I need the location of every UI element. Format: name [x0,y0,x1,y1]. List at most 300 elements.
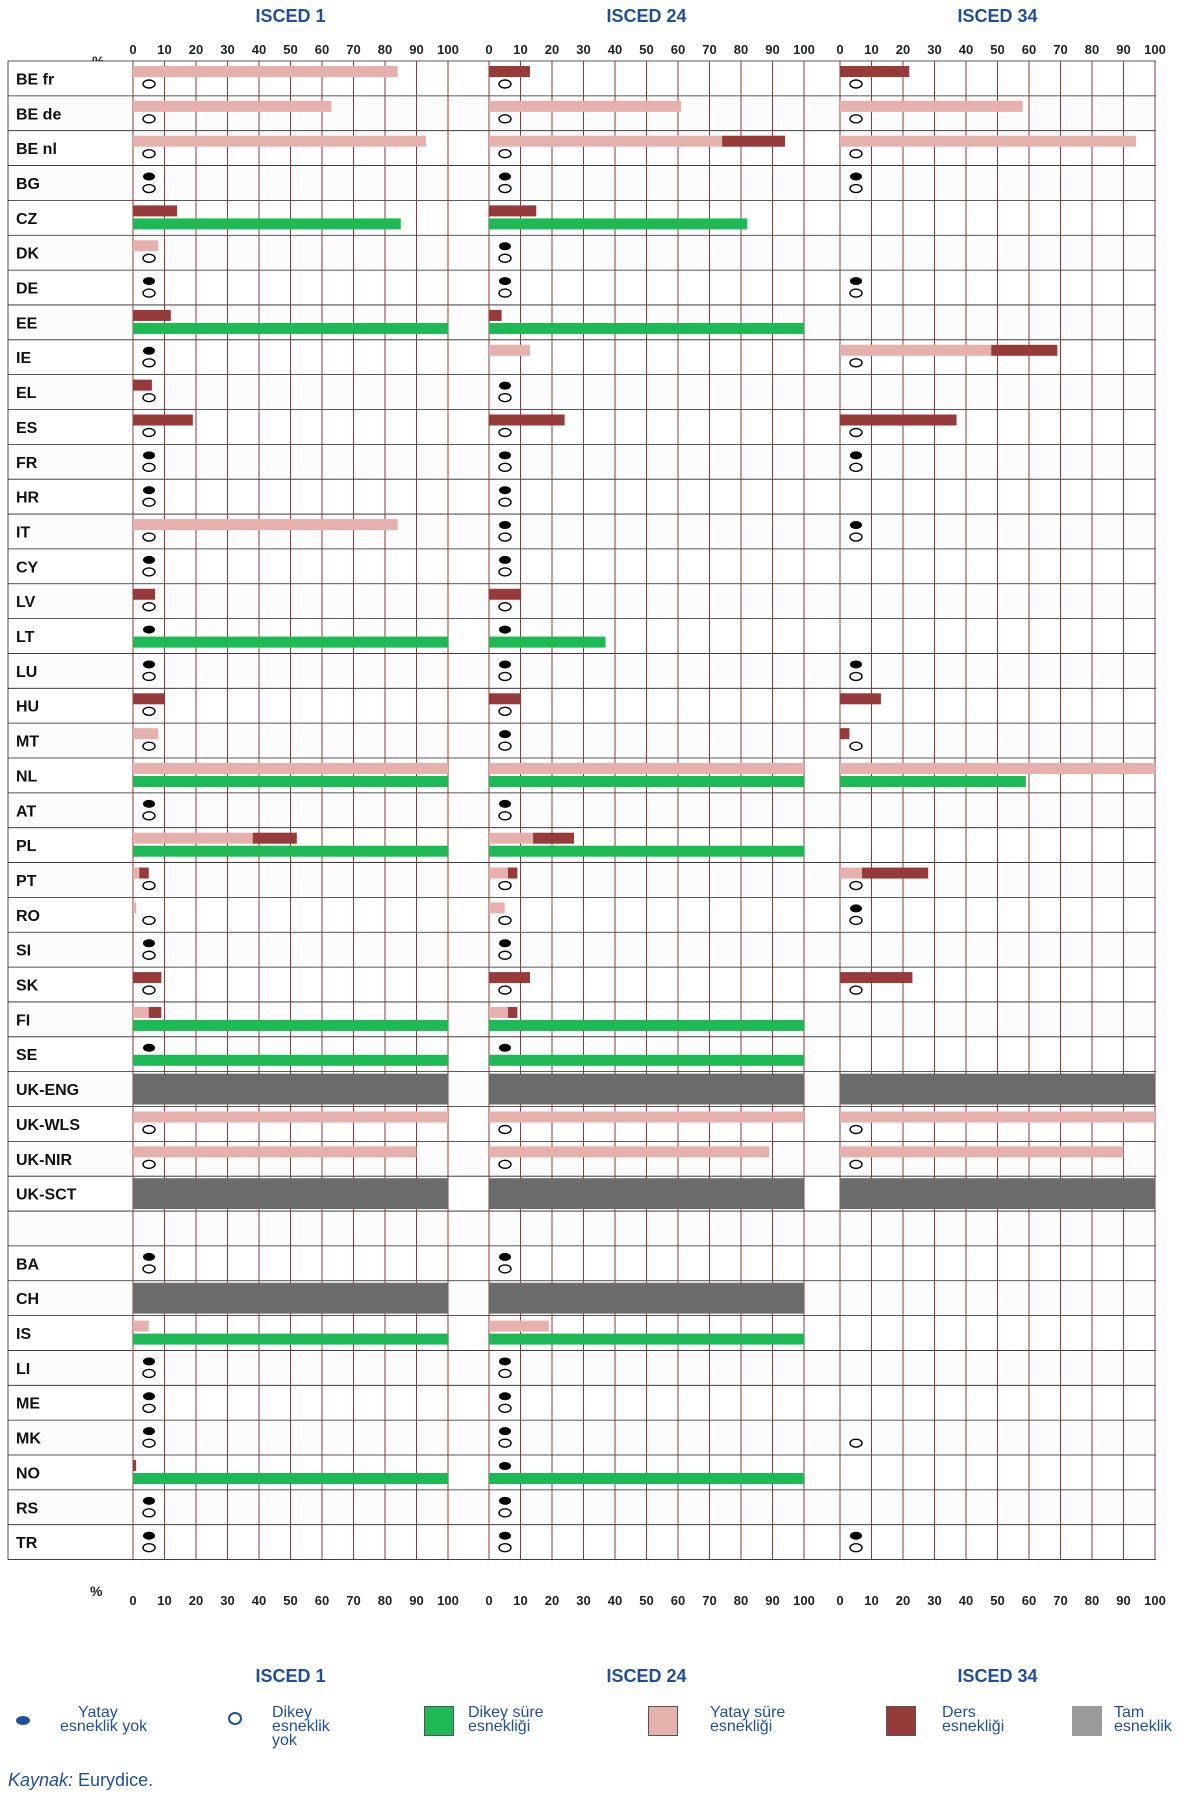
no-vertical-ring [143,1544,155,1552]
no-vertical-ring [499,742,511,750]
no-vertical-ring [499,812,511,820]
row-label: BE fr [16,71,55,89]
row-label: UK-SCT [16,1186,77,1204]
no-horizontal-dot [499,1427,511,1435]
subject-flexibility-bar [133,310,171,321]
tick-label-top: 50 [990,42,1005,57]
no-vertical-ring [499,429,511,437]
no-vertical-ring [143,533,155,541]
subject-flexibility-bar [508,1007,517,1018]
panel-title-top: ISCED 24 [606,6,687,26]
no-horizontal-dot [499,1044,511,1052]
tick-label-top: 100 [1144,42,1166,57]
no-vertical-ring [143,394,155,402]
tick-label-bottom: 80 [377,1593,393,1608]
tick-label-bottom: 40 [607,1593,623,1608]
horizontal-time-bar [489,763,804,774]
legend-no-horizontal [8,1706,147,1734]
row-band [8,1525,1156,1560]
row-label: CZ [16,210,38,228]
no-vertical-ring [850,1126,862,1134]
no-vertical-ring-icon [228,1712,242,1725]
legend-label-line1: Yatay süre [710,1704,786,1721]
no-vertical-ring [143,1509,155,1517]
no-vertical-ring [143,672,155,680]
no-vertical-ring [850,1160,862,1168]
no-vertical-ring [850,916,862,924]
no-vertical-ring [143,1265,155,1273]
no-horizontal-dot [499,451,511,459]
row-label: NL [16,768,38,786]
row-label: SI [16,942,32,960]
subject-flexibility-bar [489,589,521,600]
tick-label-top: 100 [437,42,459,57]
no-horizontal-dot [143,277,155,285]
subject-flexibility-bar [489,310,502,321]
row-label: RO [16,907,40,925]
no-horizontal-dot [143,1497,155,1505]
no-horizontal-dot [850,1532,862,1540]
vertical-time-bar [489,218,747,229]
tick-label-bottom: 60 [670,1593,686,1608]
legend-label-line2: esnekliği [468,1718,531,1735]
no-horizontal-dot [143,173,155,181]
no-vertical-ring [143,916,155,924]
no-horizontal-dot [499,1462,511,1470]
legend-label-line2: esnekliği [710,1718,773,1735]
tick-label-bottom: 90 [1116,1593,1131,1608]
subject-flexibility-bar [862,868,928,879]
row-label: AT [16,803,37,821]
subject-flexibility-bar [133,589,155,600]
row-band [8,1420,1156,1455]
tick-label-top: 20 [188,42,204,57]
subject-flexibility-bar [840,693,881,704]
row-label: SE [16,1047,38,1065]
no-vertical-ring [143,150,155,158]
tick-label-top: 0 [129,42,137,57]
tick-label-top: 100 [793,42,815,57]
subject-flexibility-bar [533,833,574,844]
subject-flexibility-bar [840,728,849,739]
pink-swatch [648,1706,678,1736]
row-band [8,793,1156,828]
no-horizontal-dot [143,626,155,634]
row-label: BE de [16,106,62,124]
horizontal-time-bar [840,1112,1155,1123]
tick-label-top: 40 [958,42,974,57]
tick-label-bottom: 50 [283,1593,298,1608]
tick-label-bottom: 40 [251,1593,267,1608]
row-label: PT [16,872,37,890]
row-label: BG [16,175,40,193]
subject-flexibility-bar [139,868,148,879]
tick-label-top: 60 [1021,42,1037,57]
panel-title-bottom: ISCED 24 [606,1666,687,1686]
row-band [8,270,1156,305]
no-vertical-ring [143,1369,155,1377]
no-horizontal-dot [143,451,155,459]
row-label: LT [16,629,35,647]
no-vertical-ring [850,115,862,123]
subject-flexibility-bar [840,972,912,983]
row-label: MK [16,1430,41,1448]
row-band [8,932,1156,967]
no-vertical-ring [499,185,511,193]
tick-label-top: 80 [733,42,749,57]
tick-label-top: 70 [1053,42,1068,57]
no-horizontal-dot [499,626,511,634]
row-label: IT [16,524,31,542]
tick-label-top: 0 [485,42,493,57]
no-horizontal-dot [143,1253,155,1261]
subject-flexibility-bar [133,972,161,983]
tick-label-bottom: 30 [220,1593,235,1608]
no-horizontal-dot [499,173,511,181]
row-band [8,166,1156,201]
row-band [8,549,1156,584]
horizontal-time-bar [840,1146,1124,1157]
tick-label-bottom: 0 [129,1593,137,1608]
no-vertical-ring [143,812,155,820]
no-vertical-ring [499,533,511,541]
full-flexibility-bar [489,1178,804,1209]
no-horizontal-dot [850,451,862,459]
row-label: UK-NIR [16,1151,72,1169]
horizontal-time-bar [489,1146,769,1157]
row-label: RS [16,1500,39,1518]
no-vertical-ring [850,1439,862,1447]
full-flexibility-bar [840,1074,1155,1105]
tick-label-top: 90 [765,42,780,57]
subject-flexibility-bar [133,380,152,391]
tick-label-bottom: 0 [485,1593,493,1608]
no-vertical-ring [850,533,862,541]
vertical-time-bar [489,637,606,648]
horizontal-time-bar [133,1321,149,1332]
horizontal-time-bar [840,868,862,879]
legend-label-line2: esneklik [272,1718,330,1735]
no-vertical-ring [499,1404,511,1412]
row-label: TR [16,1535,38,1553]
no-horizontal-dot [143,1044,155,1052]
no-vertical-ring [850,289,862,297]
tick-label-top: 20 [895,42,911,57]
tick-label-bottom: 90 [409,1593,424,1608]
subject-flexibility-bar [489,205,536,216]
vertical-time-bar [133,323,448,334]
no-horizontal-dot [143,1532,155,1540]
row-band [8,1490,1156,1525]
horizontal-time-bar [133,763,448,774]
row-band [8,1350,1156,1385]
grey-swatch [1072,1706,1102,1736]
tick-label-top: 10 [513,42,528,57]
no-vertical-ring [850,986,862,994]
no-vertical-ring [143,707,155,715]
horizontal-time-bar [133,1146,417,1157]
tick-label-bottom: 60 [1021,1593,1037,1608]
no-vertical-ring [499,80,511,88]
tick-label-bottom: 90 [765,1593,780,1608]
source-text: Eurydice. [73,1770,154,1790]
row-band [8,688,1156,723]
legend-horizontal-time [648,1706,785,1736]
no-horizontal-dot [499,1253,511,1261]
no-horizontal-dot [143,660,155,668]
horizontal-time-bar [489,1112,804,1123]
full-flexibility-bar [489,1074,804,1105]
row-band [8,1002,1156,1037]
tick-label-bottom: 80 [1084,1593,1100,1608]
row-band [8,1316,1156,1351]
no-horizontal-dot [499,660,511,668]
tick-label-bottom: 70 [346,1593,361,1608]
tick-label-bottom: 70 [702,1593,717,1608]
legend-label-line2: esnekliği [942,1718,1005,1735]
full-flexibility-bar [133,1283,448,1314]
no-horizontal-dot [143,1357,155,1365]
subject-flexibility-bar [489,693,521,704]
no-horizontal-dot [499,939,511,947]
row-band [8,897,1156,932]
legend-label-line1: Dikey [272,1704,313,1721]
horizontal-time-bar [489,902,505,913]
subject-flexibility-bar [253,833,297,844]
no-vertical-ring [850,1544,862,1552]
no-vertical-ring [143,429,155,437]
horizontal-time-bar [840,345,991,356]
no-vertical-ring [143,289,155,297]
no-vertical-ring [499,150,511,158]
tick-label-bottom: 100 [793,1593,815,1608]
no-vertical-ring [499,1509,511,1517]
no-vertical-ring [143,1439,155,1447]
no-vertical-ring [499,951,511,959]
no-vertical-ring [143,742,155,750]
no-vertical-ring [143,1160,155,1168]
no-vertical-ring [499,1265,511,1273]
no-vertical-ring [499,707,511,715]
row-label: UK-ENG [16,1082,80,1100]
tick-label-top: 30 [927,42,942,57]
no-horizontal-dot [143,556,155,564]
row-band [8,863,1156,898]
subject-flexibility-bar [840,66,909,77]
tick-label-bottom: 30 [927,1593,942,1608]
row-band [8,200,1156,235]
vertical-time-bar [840,776,1026,787]
row-label: DK [16,245,40,263]
no-vertical-ring [143,80,155,88]
full-flexibility-bar [840,1178,1155,1209]
legend-label-line2: esneklik [1114,1718,1172,1735]
tick-label-top: 60 [314,42,330,57]
row-band [8,479,1156,514]
no-horizontal-dot [499,556,511,564]
no-vertical-ring [499,1544,511,1552]
source-label: Kaynak: [8,1770,74,1790]
no-vertical-ring [143,882,155,890]
row-label: IE [16,350,32,368]
horizontal-time-bar [840,101,1023,112]
tick-label-top: 50 [283,42,298,57]
vertical-time-bar [489,776,804,787]
green-swatch [424,1706,454,1736]
legend-label-line1: Yatay [78,1704,118,1721]
no-vertical-ring [143,986,155,994]
no-horizontal-dot [499,486,511,494]
no-vertical-ring [143,359,155,367]
horizontal-time-bar [133,902,136,913]
no-vertical-ring [143,951,155,959]
tick-label-top: 90 [409,42,424,57]
no-horizontal-dot [143,800,155,808]
no-vertical-ring [850,80,862,88]
row-band [8,1037,1156,1072]
tick-label-top: 90 [1116,42,1131,57]
horizontal-time-bar [489,345,530,356]
tick-label-top: 50 [639,42,654,57]
no-vertical-ring [499,672,511,680]
no-horizontal-dot [499,800,511,808]
tick-label-bottom: 100 [437,1593,459,1608]
tick-label-top: 40 [251,42,267,57]
percent-label-bottom: % [90,1583,103,1599]
no-horizontal-dot [499,1497,511,1505]
no-horizontal-dot [499,277,511,285]
subject-flexibility-bar [722,136,785,147]
no-horizontal-dot [499,730,511,738]
no-horizontal-dot [143,1427,155,1435]
legend-label-line1: Dikey süre [468,1704,544,1721]
vertical-time-bar [133,1473,448,1484]
row-label: BA [16,1256,40,1274]
horizontal-time-bar [489,136,722,147]
no-vertical-ring [499,568,511,576]
row-label: FI [16,1012,31,1030]
row-band [8,1211,1156,1246]
tick-label-bottom: 10 [513,1593,528,1608]
no-vertical-ring [850,359,862,367]
source-note [8,1770,153,1791]
no-vertical-ring [499,986,511,994]
vertical-time-bar [133,218,401,229]
panel-title-bottom: ISCED 34 [957,1666,1038,1686]
no-vertical-ring [143,603,155,611]
no-vertical-ring [143,1126,155,1134]
tick-label-bottom: 40 [958,1593,974,1608]
subject-flexibility-bar [489,66,530,77]
row-band [8,235,1156,270]
subject-flexibility-bar [840,415,957,426]
row-band [8,584,1156,619]
subject-flexibility-bar [133,1460,136,1471]
horizontal-time-bar [133,728,158,739]
no-vertical-ring [143,254,155,262]
horizontal-time-bar [489,1321,549,1332]
no-vertical-ring [143,498,155,506]
no-horizontal-dot [850,173,862,181]
no-vertical-ring [499,882,511,890]
tick-label-bottom: 60 [314,1593,330,1608]
row-label: CY [16,559,39,577]
tick-label-bottom: 10 [157,1593,172,1608]
tick-label-bottom: 50 [639,1593,654,1608]
full-flexibility-bar [133,1178,448,1209]
subject-flexibility-bar [133,693,165,704]
legend-label-line3: yok [272,1732,297,1749]
no-horizontal-dot [850,277,862,285]
row-label: IS [16,1326,32,1344]
no-vertical-ring [850,672,862,680]
no-vertical-ring [143,568,155,576]
panel-title-top: ISCED 1 [255,6,326,26]
tick-label-bottom: 30 [576,1593,591,1608]
tick-label-top: 0 [836,42,844,57]
dark-red-swatch [886,1706,916,1736]
no-vertical-ring [850,463,862,471]
row-label: FR [16,454,38,472]
horizontal-time-bar [489,868,508,879]
row-label: LV [16,594,36,612]
tick-label-bottom: 0 [836,1593,844,1608]
tick-label-top: 30 [220,42,235,57]
horizontal-time-bar [133,519,398,530]
no-vertical-ring [499,394,511,402]
subject-flexibility-bar [489,415,565,426]
no-vertical-ring [850,742,862,750]
no-horizontal-dot [499,382,511,390]
row-label: ME [16,1395,40,1413]
panel-title-top: ISCED 34 [957,6,1038,26]
vertical-time-bar [489,1055,804,1066]
no-vertical-ring [499,463,511,471]
tick-label-bottom: 10 [864,1593,879,1608]
horizontal-time-bar [133,101,331,112]
tick-label-top: 30 [576,42,591,57]
vertical-time-bar [489,1334,804,1345]
horizontal-time-bar [489,833,533,844]
vertical-time-bar [133,846,448,857]
no-vertical-ring [499,1369,511,1377]
horizontal-time-bar [489,101,681,112]
no-vertical-ring [143,115,155,123]
tick-label-bottom: 70 [1053,1593,1068,1608]
row-band [8,305,1156,340]
tick-label-bottom: 20 [544,1593,560,1608]
no-vertical-ring [143,1404,155,1412]
row-label: DE [16,280,39,298]
tick-label-top: 10 [864,42,879,57]
tick-label-bottom: 50 [990,1593,1005,1608]
no-horizontal-dot-icon [16,1716,30,1725]
full-flexibility-bar [489,1283,804,1314]
row-band [8,967,1156,1002]
vertical-time-bar [133,1334,448,1345]
subject-flexibility-bar [508,868,517,879]
tick-label-top: 70 [346,42,361,57]
horizontal-time-bar [840,763,1155,774]
legend-no-vertical [190,1706,330,1748]
vertical-time-bar [489,1473,804,1484]
horizontal-time-bar [133,66,398,77]
legend-full [1072,1706,1172,1736]
legend-subject [886,1706,1004,1736]
row-label: HR [16,489,40,507]
tick-label-top: 60 [670,42,686,57]
no-horizontal-dot [499,521,511,529]
